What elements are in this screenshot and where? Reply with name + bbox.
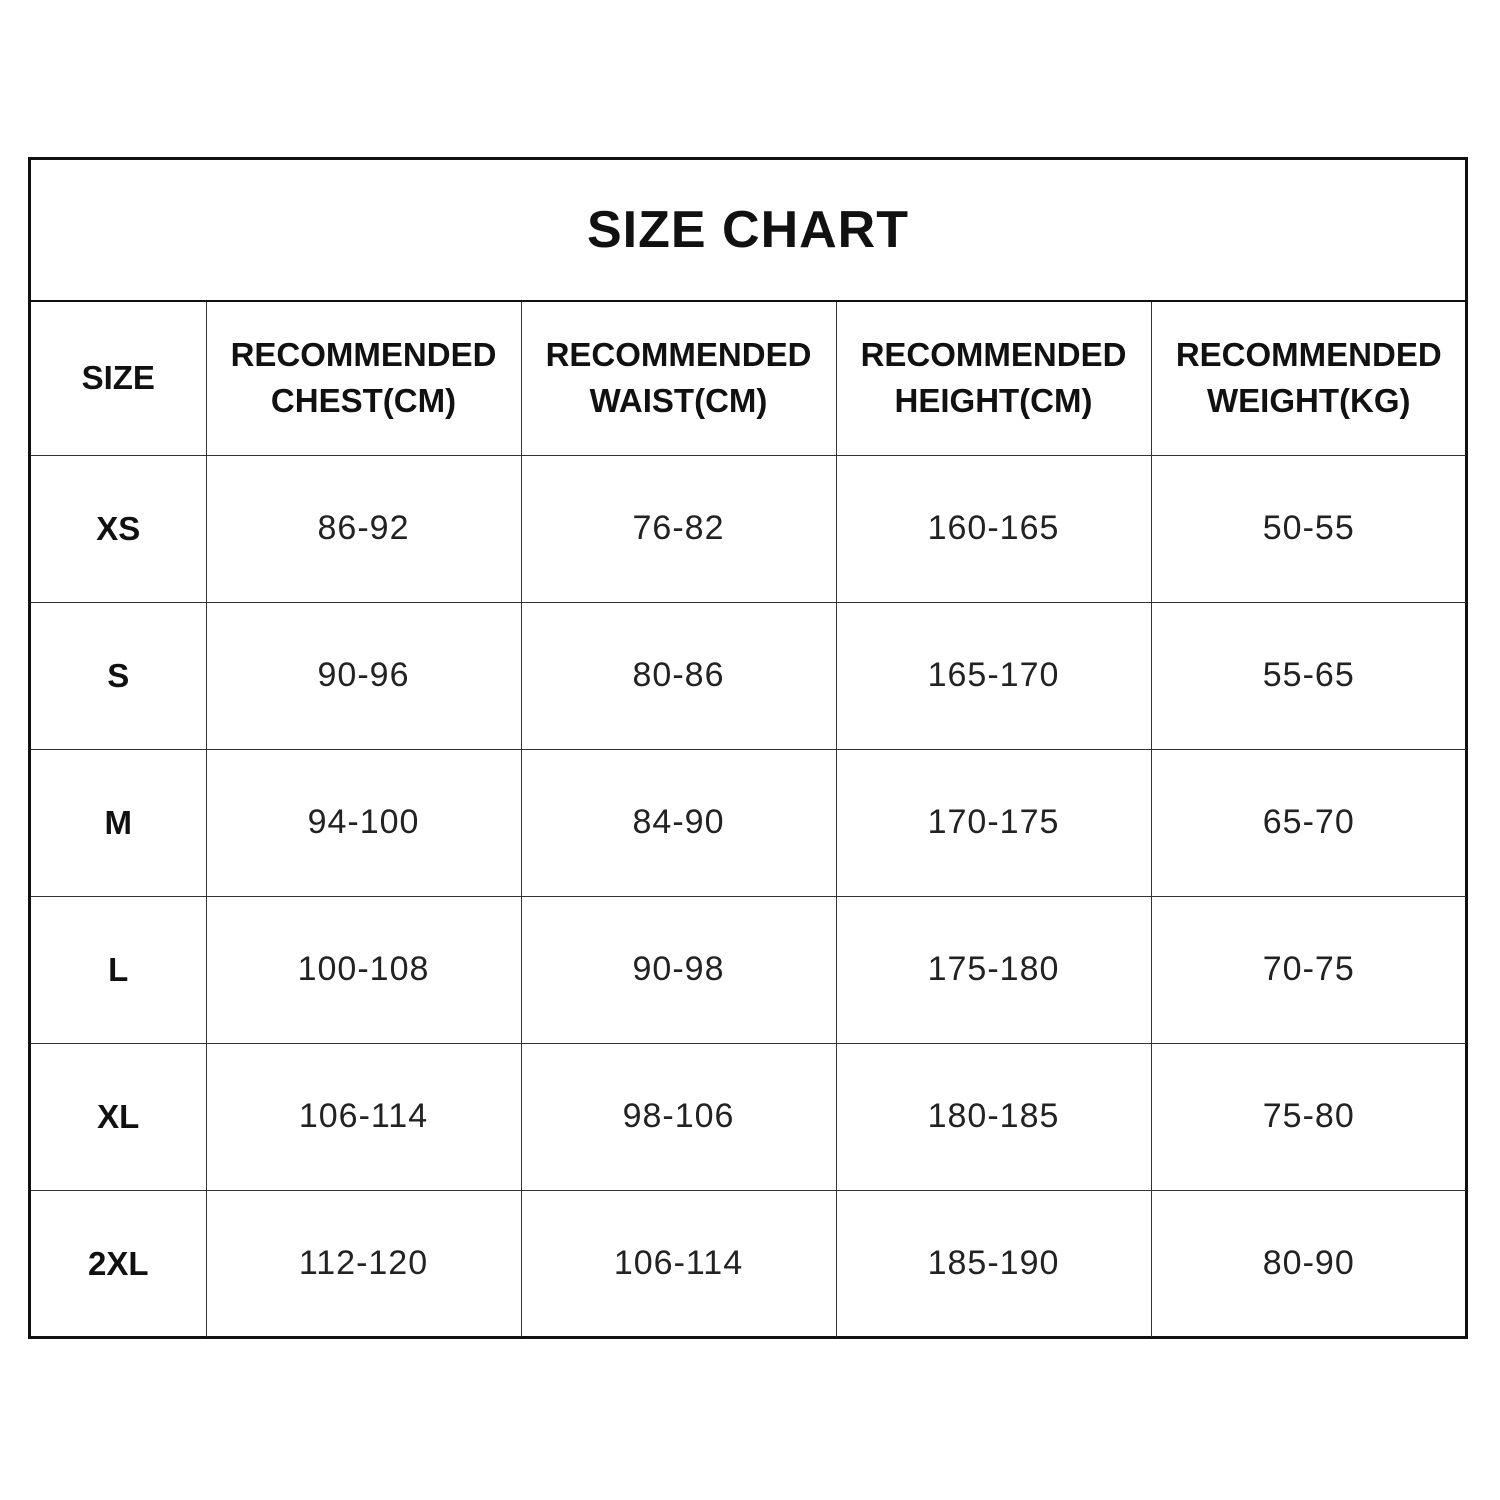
title-row [31, 160, 1465, 302]
size-table [31, 302, 1466, 1337]
header-size: SIZE [31, 302, 206, 455]
chest-cell: 112-120 [206, 1190, 521, 1337]
table-row [31, 602, 1466, 749]
table-row [31, 1190, 1466, 1337]
size-cell: XS [31, 455, 206, 602]
height-cell: 160-165 [836, 455, 1151, 602]
table-row [31, 455, 1466, 602]
waist-cell: 76-82 [521, 455, 836, 602]
header-row [31, 302, 1466, 455]
waist-cell: 90-98 [521, 896, 836, 1043]
waist-cell: 80-86 [521, 602, 836, 749]
size-cell: 2XL [31, 1190, 206, 1337]
chart-title: SIZE CHART [587, 201, 909, 259]
size-cell: M [31, 749, 206, 896]
table-row [31, 896, 1466, 1043]
weight-cell: 70-75 [1151, 896, 1466, 1043]
chest-cell: 106-114 [206, 1043, 521, 1190]
chest-cell: 100-108 [206, 896, 521, 1043]
weight-cell: 80-90 [1151, 1190, 1466, 1337]
size-cell: S [31, 602, 206, 749]
size-cell: L [31, 896, 206, 1043]
weight-cell: 65-70 [1151, 749, 1466, 896]
chest-cell: 86-92 [206, 455, 521, 602]
header-height: RECOMMENDED HEIGHT(CM) [836, 302, 1151, 455]
weight-cell: 75-80 [1151, 1043, 1466, 1190]
size-chart [28, 157, 1468, 1339]
header-chest: RECOMMENDED CHEST(CM) [206, 302, 521, 455]
chest-cell: 90-96 [206, 602, 521, 749]
weight-cell: 55-65 [1151, 602, 1466, 749]
chest-cell: 94-100 [206, 749, 521, 896]
header-weight: RECOMMENDED WEIGHT(KG) [1151, 302, 1466, 455]
height-cell: 170-175 [836, 749, 1151, 896]
waist-cell: 106-114 [521, 1190, 836, 1337]
weight-cell: 50-55 [1151, 455, 1466, 602]
height-cell: 185-190 [836, 1190, 1151, 1337]
table-row [31, 1043, 1466, 1190]
height-cell: 175-180 [836, 896, 1151, 1043]
header-waist: RECOMMENDED WAIST(CM) [521, 302, 836, 455]
size-cell: XL [31, 1043, 206, 1190]
table-row [31, 749, 1466, 896]
waist-cell: 98-106 [521, 1043, 836, 1190]
waist-cell: 84-90 [521, 749, 836, 896]
height-cell: 180-185 [836, 1043, 1151, 1190]
height-cell: 165-170 [836, 602, 1151, 749]
